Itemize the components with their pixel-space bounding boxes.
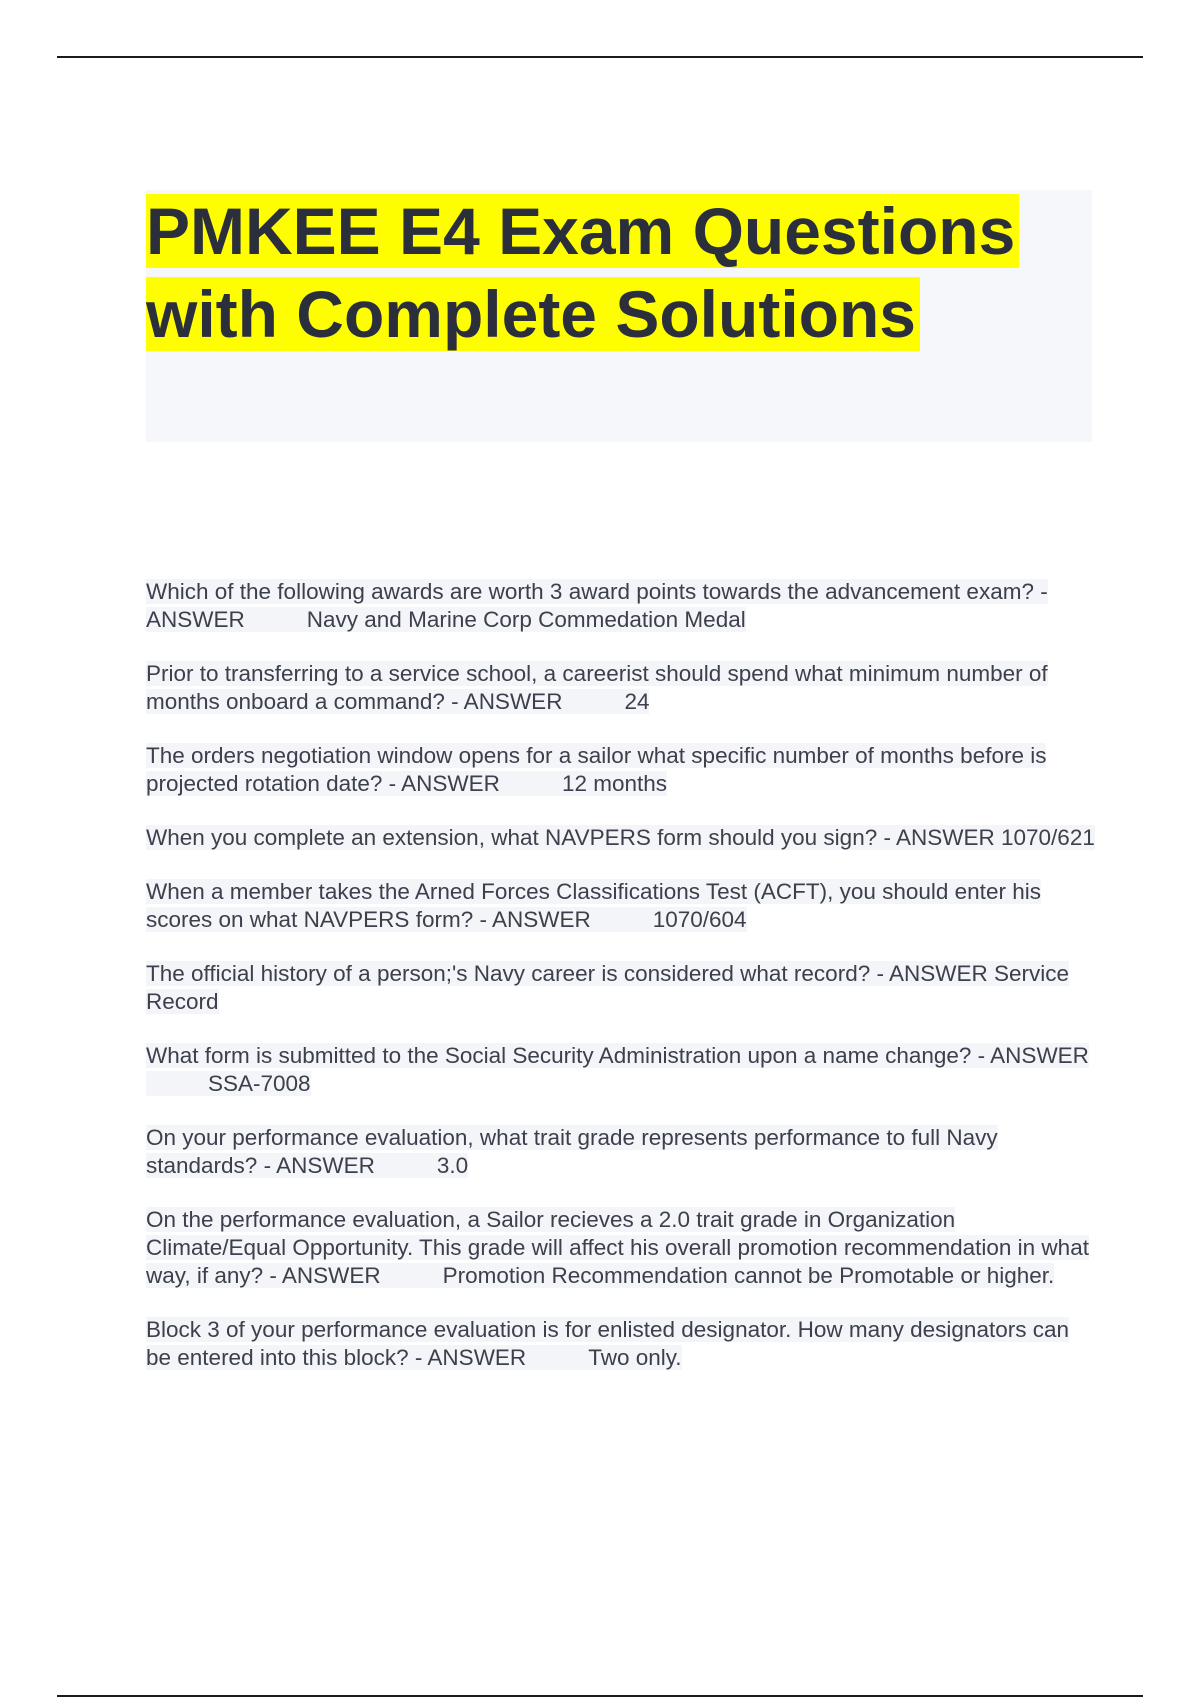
qa-item	[146, 824, 1096, 852]
question-text: What form is submitted to the Social Security Administration upon a name change? - ANSWER	[146, 1043, 1089, 1068]
qa-item	[146, 960, 1096, 1016]
question-text: When a member takes the Arned Forces Classifications Test (ACFT), you should enter his scores on what NAVPERS form? - ANSWER	[146, 879, 1041, 932]
answer-text: 12 months	[561, 771, 667, 796]
answer-text: Promotion Recommendation cannot be Promotable or higher.	[442, 1263, 1055, 1288]
bottom-rule	[57, 1695, 1143, 1697]
question-text: The orders negotiation window opens for a sailor what specific number of months before is projected rotation date? - ANSWER	[146, 743, 1047, 796]
document-title-text: PMKEE E4 Exam Questions with Complete Solutions	[146, 194, 1019, 351]
title-block	[146, 190, 1092, 442]
qa-item	[146, 1124, 1096, 1180]
question-text: Block 3 of your performance evaluation is for enlisted designator. How many designators can be entered into this block? - ANSWER	[146, 1317, 1069, 1370]
answer-text: Two only.	[588, 1345, 682, 1370]
qa-list	[146, 578, 1096, 1398]
question-text: When you complete an extension, what NAVPERS form should you sign? - ANSWER	[146, 825, 995, 850]
answer-text: 3.0	[436, 1153, 469, 1178]
top-rule	[57, 56, 1143, 58]
qa-item	[146, 1206, 1096, 1290]
answer-text: SSA-7008	[208, 1071, 311, 1096]
question-text: Which of the following awards are worth 3 award points towards the advancement exam? - ANSWER	[146, 579, 1048, 632]
qa-item	[146, 578, 1096, 634]
question-text: The official history of a person;'s Navy career is considered what record? - ANSWER	[146, 961, 988, 986]
qa-item	[146, 878, 1096, 934]
document-title	[146, 190, 1092, 356]
question-text: On your performance evaluation, what trait grade represents performance to full Navy standards? - ANSWER	[146, 1125, 998, 1178]
answer-text: 1070/621	[1001, 825, 1095, 850]
qa-item	[146, 742, 1096, 798]
answer-text: Navy and Marine Corp Commedation Medal	[306, 607, 746, 632]
answer-text: 1070/604	[652, 907, 747, 932]
answer-text: 24	[624, 689, 650, 714]
question-text: On the performance evaluation, a Sailor recieves a 2.0 trait grade in Organization Climate/Equal Opportunity. This grade will affect his overall promotion recommendation in what way, if any? - ANSWER	[146, 1207, 1089, 1288]
qa-item	[146, 660, 1096, 716]
question-text: Prior to transferring to a service school, a careerist should spend what minimum number of months onboard a command? - ANSWER	[146, 661, 1048, 714]
qa-item	[146, 1042, 1096, 1098]
answer-text: Service Record	[146, 961, 1070, 1014]
qa-item	[146, 1316, 1096, 1372]
